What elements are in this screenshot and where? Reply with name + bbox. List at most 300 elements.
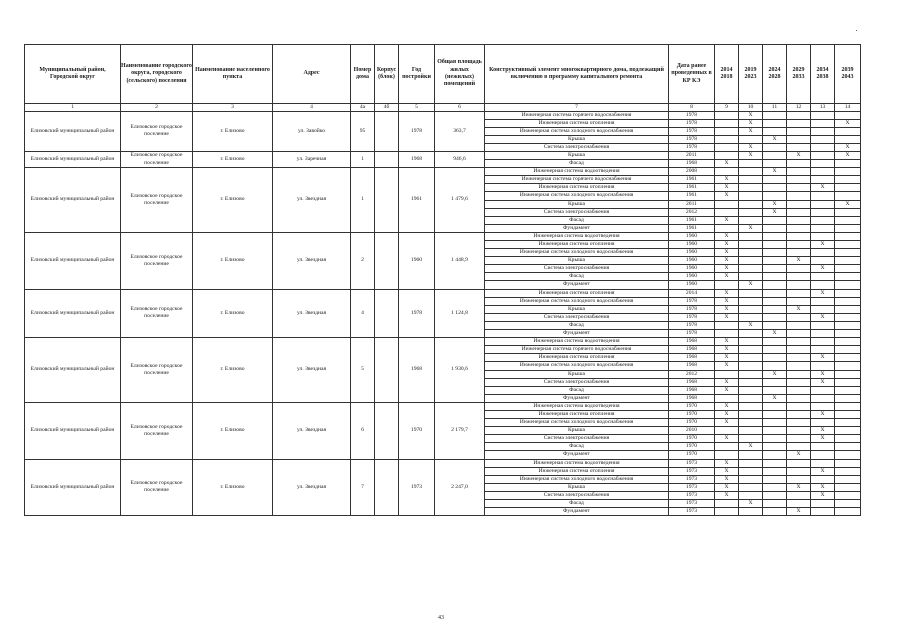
period-mark-cell: X xyxy=(715,435,739,443)
period-mark-cell xyxy=(835,184,861,192)
period-mark-cell xyxy=(739,467,763,475)
period-mark-cell xyxy=(835,500,861,508)
period-mark-cell xyxy=(835,386,861,394)
house-number-cell: 2 xyxy=(351,232,375,289)
period-mark-cell xyxy=(763,500,787,508)
period-mark-cell xyxy=(811,168,835,176)
period-mark-cell: X xyxy=(715,338,739,346)
period-mark-cell: X xyxy=(715,386,739,394)
element-cell: Инженерная система отопления xyxy=(485,467,669,475)
period-mark-cell xyxy=(787,321,811,329)
period-mark-cell xyxy=(811,297,835,305)
settlement-cell: Елизовское городское поселение xyxy=(121,459,193,516)
period-mark-cell xyxy=(787,168,811,176)
period-mark-cell xyxy=(739,208,763,216)
street-cell: ул. Звездная xyxy=(273,168,351,233)
period-mark-cell xyxy=(739,386,763,394)
street-cell: ул. Звездная xyxy=(273,459,351,516)
period-mark-cell: X xyxy=(739,143,763,151)
prior-date-cell: 1970 xyxy=(669,443,715,451)
period-mark-cell xyxy=(763,451,787,459)
column-number: 7 xyxy=(485,104,669,112)
period-mark-cell xyxy=(787,111,811,119)
period-mark-cell: X xyxy=(715,176,739,184)
period-mark-cell xyxy=(811,330,835,338)
settlement-cell: Елизовское городское поселение xyxy=(121,151,193,167)
period-mark-cell xyxy=(739,216,763,224)
street-cell: ул. Звездная xyxy=(273,232,351,289)
prior-date-cell: 1960 xyxy=(669,232,715,240)
period-mark-cell xyxy=(811,386,835,394)
street-cell: ул. Звездная xyxy=(273,289,351,338)
period-mark-cell xyxy=(763,281,787,289)
prior-date-cell: 1973 xyxy=(669,508,715,516)
period-mark-cell xyxy=(715,427,739,435)
period-mark-cell xyxy=(787,135,811,143)
period-mark-cell xyxy=(715,168,739,176)
table-row xyxy=(25,111,861,119)
prior-date-cell: 1978 xyxy=(669,143,715,151)
prior-date-cell: 1968 xyxy=(669,338,715,346)
table-row xyxy=(25,402,861,410)
year-cell: 1960 xyxy=(399,232,435,289)
element-cell: Инженерная система отопления xyxy=(485,410,669,418)
header-block: Корпус (блок) xyxy=(375,45,399,104)
period-mark-cell: X xyxy=(763,135,787,143)
period-mark-cell: X xyxy=(715,346,739,354)
period-mark-cell xyxy=(763,378,787,386)
element-cell: Инженерная система холодного водоснабжения xyxy=(485,362,669,370)
year-cell: 1973 xyxy=(399,459,435,516)
period-mark-cell xyxy=(787,435,811,443)
district-cell: Елизовский муниципальный район xyxy=(25,402,121,459)
period-mark-cell xyxy=(835,330,861,338)
period-mark-cell xyxy=(787,354,811,362)
period-mark-cell xyxy=(787,443,811,451)
period-mark-cell xyxy=(763,483,787,491)
period-mark-cell xyxy=(787,281,811,289)
period-mark-cell xyxy=(811,216,835,224)
period-mark-cell xyxy=(787,119,811,127)
period-mark-cell xyxy=(835,135,861,143)
period-mark-cell: X xyxy=(763,200,787,208)
locality-cell: г. Елизово xyxy=(193,151,273,167)
element-cell: Фасад xyxy=(485,160,669,168)
period-mark-cell xyxy=(811,160,835,168)
element-cell: Система электроснабжения xyxy=(485,378,669,386)
period-mark-cell xyxy=(835,232,861,240)
prior-date-cell: 2011 xyxy=(669,151,715,159)
period-mark-cell xyxy=(811,321,835,329)
block-cell xyxy=(375,232,399,289)
settlement-cell: Елизовское городское поселение xyxy=(121,289,193,338)
period-mark-cell xyxy=(739,370,763,378)
element-cell: Инженерная система холодного водоснабжения xyxy=(485,419,669,427)
prior-date-cell: 1970 xyxy=(669,419,715,427)
period-mark-cell xyxy=(763,508,787,516)
period-mark-cell xyxy=(763,419,787,427)
period-mark-cell: X xyxy=(715,216,739,224)
period-mark-cell xyxy=(763,160,787,168)
table-row xyxy=(25,289,861,297)
period-mark-cell: X xyxy=(811,378,835,386)
block-cell xyxy=(375,151,399,167)
period-mark-cell xyxy=(787,427,811,435)
period-mark-cell xyxy=(835,208,861,216)
header-address: Адрес xyxy=(273,45,351,104)
period-mark-cell: X xyxy=(811,370,835,378)
house-number-cell: 6 xyxy=(351,402,375,459)
period-mark-cell xyxy=(763,232,787,240)
prior-date-cell: 2011 xyxy=(669,200,715,208)
locality-cell: г. Елизово xyxy=(193,111,273,151)
period-mark-cell xyxy=(835,257,861,265)
prior-date-cell: 1968 xyxy=(669,362,715,370)
column-number: 2 xyxy=(121,104,193,112)
house-number-cell: 1 xyxy=(351,151,375,167)
prior-date-cell: 1960 xyxy=(669,249,715,257)
table-row xyxy=(25,168,861,176)
settlement-cell: Елизовское городское поселение xyxy=(121,111,193,151)
register-sheet xyxy=(24,44,860,516)
period-mark-cell: X xyxy=(715,305,739,313)
table-row xyxy=(25,151,861,159)
header-period-1: 2014 2018 xyxy=(715,45,739,104)
period-mark-cell xyxy=(811,119,835,127)
period-mark-cell xyxy=(835,265,861,273)
period-mark-cell xyxy=(835,297,861,305)
period-mark-cell xyxy=(835,241,861,249)
element-cell: Система электроснабжения xyxy=(485,265,669,273)
period-mark-cell xyxy=(787,410,811,418)
period-mark-cell xyxy=(739,289,763,297)
period-mark-cell xyxy=(835,427,861,435)
period-mark-cell xyxy=(787,330,811,338)
prior-date-cell: 1973 xyxy=(669,491,715,499)
element-cell: Крыша xyxy=(485,305,669,313)
header-settlement: Наименование городского округа, городского (сельского) поселения xyxy=(121,45,193,104)
period-mark-cell xyxy=(739,313,763,321)
period-mark-cell: X xyxy=(811,313,835,321)
period-mark-cell: X xyxy=(835,200,861,208)
period-mark-cell xyxy=(763,313,787,321)
period-mark-cell xyxy=(715,370,739,378)
prior-date-cell: 1978 xyxy=(669,305,715,313)
period-mark-cell xyxy=(835,216,861,224)
period-mark-cell xyxy=(787,500,811,508)
period-mark-cell xyxy=(835,410,861,418)
period-mark-cell xyxy=(739,475,763,483)
period-mark-cell: X xyxy=(811,265,835,273)
period-mark-cell xyxy=(835,451,861,459)
prior-date-cell: 1973 xyxy=(669,500,715,508)
period-mark-cell xyxy=(835,443,861,451)
period-mark-cell xyxy=(835,402,861,410)
period-mark-cell xyxy=(787,475,811,483)
period-mark-cell: X xyxy=(811,427,835,435)
header-year: Год постройки xyxy=(399,45,435,104)
period-mark-cell: X xyxy=(787,451,811,459)
period-mark-cell: X xyxy=(715,273,739,281)
column-number: 13 xyxy=(811,104,835,112)
prior-date-cell: 1960 xyxy=(669,257,715,265)
period-mark-cell xyxy=(835,176,861,184)
area-cell: 1 930,6 xyxy=(435,338,485,403)
district-cell: Елизовский муниципальный район xyxy=(25,151,121,167)
period-mark-cell xyxy=(811,451,835,459)
period-mark-cell xyxy=(763,346,787,354)
period-mark-cell xyxy=(715,508,739,516)
period-mark-cell xyxy=(739,184,763,192)
period-mark-cell xyxy=(811,200,835,208)
period-mark-cell: X xyxy=(811,491,835,499)
element-cell: Инженерная система холодного водоснабжения xyxy=(485,297,669,305)
period-mark-cell xyxy=(787,346,811,354)
area-cell: 2 179,7 xyxy=(435,402,485,459)
period-mark-cell: X xyxy=(715,419,739,427)
period-mark-cell xyxy=(715,451,739,459)
period-mark-cell xyxy=(811,459,835,467)
period-mark-cell: X xyxy=(715,410,739,418)
element-cell: Инженерная система отопления xyxy=(485,289,669,297)
period-mark-cell: X xyxy=(715,378,739,386)
prior-date-cell: 1961 xyxy=(669,216,715,224)
period-mark-cell: X xyxy=(715,483,739,491)
period-mark-cell: X xyxy=(787,508,811,516)
prior-date-cell: 1961 xyxy=(669,184,715,192)
period-mark-cell xyxy=(763,249,787,257)
settlement-cell: Елизовское городское поселение xyxy=(121,402,193,459)
element-cell: Фундамент xyxy=(485,330,669,338)
prior-date-cell: 1961 xyxy=(669,176,715,184)
period-mark-cell xyxy=(787,208,811,216)
element-cell: Инженерная система водоотведения xyxy=(485,232,669,240)
period-mark-cell xyxy=(835,475,861,483)
period-mark-cell: X xyxy=(763,168,787,176)
period-mark-cell: X xyxy=(763,394,787,402)
period-mark-cell xyxy=(715,200,739,208)
period-mark-cell: X xyxy=(811,289,835,297)
period-mark-cell: X xyxy=(715,475,739,483)
area-cell: 1 479,6 xyxy=(435,168,485,233)
period-mark-cell xyxy=(763,467,787,475)
period-mark-cell xyxy=(763,427,787,435)
element-cell: Фундамент xyxy=(485,281,669,289)
period-mark-cell xyxy=(811,232,835,240)
period-mark-cell: X xyxy=(739,111,763,119)
period-mark-cell xyxy=(715,151,739,159)
period-mark-cell xyxy=(739,241,763,249)
settlement-cell: Елизовское городское поселение xyxy=(121,232,193,289)
prior-date-cell: 1978 xyxy=(669,330,715,338)
element-cell: Система электроснабжения xyxy=(485,208,669,216)
period-mark-cell xyxy=(787,192,811,200)
prior-date-cell: 1970 xyxy=(669,410,715,418)
period-mark-cell xyxy=(811,208,835,216)
period-mark-cell xyxy=(835,289,861,297)
period-mark-cell xyxy=(763,362,787,370)
period-mark-cell xyxy=(835,338,861,346)
period-mark-cell xyxy=(787,338,811,346)
street-cell: ул. Звездная xyxy=(273,402,351,459)
period-mark-cell: X xyxy=(811,435,835,443)
period-mark-cell xyxy=(811,192,835,200)
period-mark-cell xyxy=(763,224,787,232)
header-row xyxy=(25,45,861,104)
period-mark-cell xyxy=(835,346,861,354)
period-mark-cell xyxy=(787,491,811,499)
column-number: 14 xyxy=(835,104,861,112)
period-mark-cell xyxy=(811,111,835,119)
period-mark-cell xyxy=(811,443,835,451)
period-mark-cell: X xyxy=(715,313,739,321)
district-cell: Елизовский муниципальный район xyxy=(25,338,121,403)
period-mark-cell xyxy=(763,257,787,265)
period-mark-cell xyxy=(835,354,861,362)
header-district: Муниципальный район, Городской округ xyxy=(25,45,121,104)
header-house-number: Номер дома xyxy=(351,45,375,104)
period-mark-cell xyxy=(739,483,763,491)
prior-date-cell: 1978 xyxy=(669,313,715,321)
period-mark-cell xyxy=(715,111,739,119)
period-mark-cell xyxy=(787,176,811,184)
period-mark-cell xyxy=(763,119,787,127)
element-cell: Инженерная система отопления xyxy=(485,184,669,192)
capital-repair-table xyxy=(24,44,861,516)
period-mark-cell xyxy=(763,216,787,224)
period-mark-cell xyxy=(739,305,763,313)
period-mark-cell xyxy=(763,111,787,119)
block-cell xyxy=(375,289,399,338)
period-mark-cell xyxy=(739,273,763,281)
element-cell: Крыша xyxy=(485,257,669,265)
period-mark-cell: X xyxy=(739,119,763,127)
block-cell xyxy=(375,168,399,233)
area-cell: 2 247,0 xyxy=(435,459,485,516)
period-mark-cell xyxy=(787,297,811,305)
year-cell: 1968 xyxy=(399,151,435,167)
period-mark-cell xyxy=(715,127,739,135)
period-mark-cell xyxy=(787,362,811,370)
period-mark-cell xyxy=(787,467,811,475)
element-cell: Фасад xyxy=(485,216,669,224)
period-mark-cell: X xyxy=(715,402,739,410)
period-mark-cell xyxy=(715,321,739,329)
year-cell: 1961 xyxy=(399,168,435,233)
element-cell: Система электроснабжения xyxy=(485,491,669,499)
element-cell: Крыша xyxy=(485,483,669,491)
period-mark-cell xyxy=(739,168,763,176)
period-mark-cell xyxy=(715,394,739,402)
house-number-cell: 1 xyxy=(351,168,375,233)
period-mark-cell xyxy=(763,321,787,329)
period-mark-cell: X xyxy=(715,297,739,305)
period-mark-cell xyxy=(811,257,835,265)
prior-date-cell: 1970 xyxy=(669,451,715,459)
prior-date-cell: 1973 xyxy=(669,459,715,467)
period-mark-cell xyxy=(715,143,739,151)
period-mark-cell xyxy=(739,297,763,305)
period-mark-cell xyxy=(811,346,835,354)
period-mark-cell xyxy=(739,330,763,338)
period-mark-cell xyxy=(739,362,763,370)
header-prior-date: Дата ранее проведенных в КР КЭ xyxy=(669,45,715,104)
period-mark-cell xyxy=(739,200,763,208)
period-mark-cell xyxy=(787,289,811,297)
page-number: 43 xyxy=(438,615,444,621)
element-cell: Инженерная система холодного водоснабжения xyxy=(485,192,669,200)
period-mark-cell xyxy=(787,265,811,273)
period-mark-cell xyxy=(811,500,835,508)
column-number: 4а xyxy=(351,104,375,112)
period-mark-cell xyxy=(763,289,787,297)
period-mark-cell xyxy=(835,370,861,378)
header-element: Конструктивный элемент многоквартирного дома, подлежащий включению в программу капитального ремонта xyxy=(485,45,669,104)
period-mark-cell xyxy=(763,143,787,151)
element-cell: Инженерная система отопления xyxy=(485,119,669,127)
district-cell: Елизовский муниципальный район xyxy=(25,459,121,516)
prior-date-cell: 2008 xyxy=(669,168,715,176)
period-mark-cell xyxy=(811,127,835,135)
period-mark-cell xyxy=(835,273,861,281)
period-mark-cell xyxy=(787,232,811,240)
period-mark-cell xyxy=(835,508,861,516)
locality-cell: г. Елизово xyxy=(193,402,273,459)
prior-date-cell: 1960 xyxy=(669,241,715,249)
element-cell: Фундамент xyxy=(485,224,669,232)
period-mark-cell xyxy=(763,305,787,313)
element-cell: Фасад xyxy=(485,500,669,508)
period-mark-cell xyxy=(739,346,763,354)
period-mark-cell xyxy=(739,491,763,499)
locality-cell: г. Елизово xyxy=(193,459,273,516)
period-mark-cell xyxy=(739,160,763,168)
prior-date-cell: 1973 xyxy=(669,475,715,483)
period-mark-cell xyxy=(739,394,763,402)
period-mark-cell xyxy=(763,338,787,346)
element-cell: Инженерная система горячего водоснабжения xyxy=(485,346,669,354)
period-mark-cell xyxy=(739,378,763,386)
period-mark-cell xyxy=(787,249,811,257)
period-mark-cell xyxy=(811,273,835,281)
element-cell: Крыша xyxy=(485,427,669,435)
prior-date-cell: 1961 xyxy=(669,192,715,200)
street-cell: ул. Звездная xyxy=(273,338,351,403)
element-cell: Инженерная система отопления xyxy=(485,241,669,249)
period-mark-cell xyxy=(811,135,835,143)
period-mark-cell xyxy=(835,467,861,475)
element-cell: Крыша xyxy=(485,370,669,378)
period-mark-cell xyxy=(811,402,835,410)
period-mark-cell: X xyxy=(811,241,835,249)
period-mark-cell xyxy=(763,475,787,483)
period-mark-cell: X xyxy=(787,305,811,313)
prior-date-cell: 1968 xyxy=(669,386,715,394)
period-mark-cell: X xyxy=(739,151,763,159)
prior-date-cell: 1978 xyxy=(669,135,715,143)
period-mark-cell xyxy=(763,491,787,499)
period-mark-cell xyxy=(739,249,763,257)
element-cell: Фундамент xyxy=(485,451,669,459)
column-number: 11 xyxy=(763,104,787,112)
period-mark-cell xyxy=(811,475,835,483)
prior-date-cell: 1973 xyxy=(669,467,715,475)
element-cell: Крыша xyxy=(485,200,669,208)
period-mark-cell xyxy=(835,491,861,499)
period-mark-cell: X xyxy=(715,232,739,240)
prior-date-cell: 2010 xyxy=(669,427,715,435)
element-cell: Фасад xyxy=(485,321,669,329)
